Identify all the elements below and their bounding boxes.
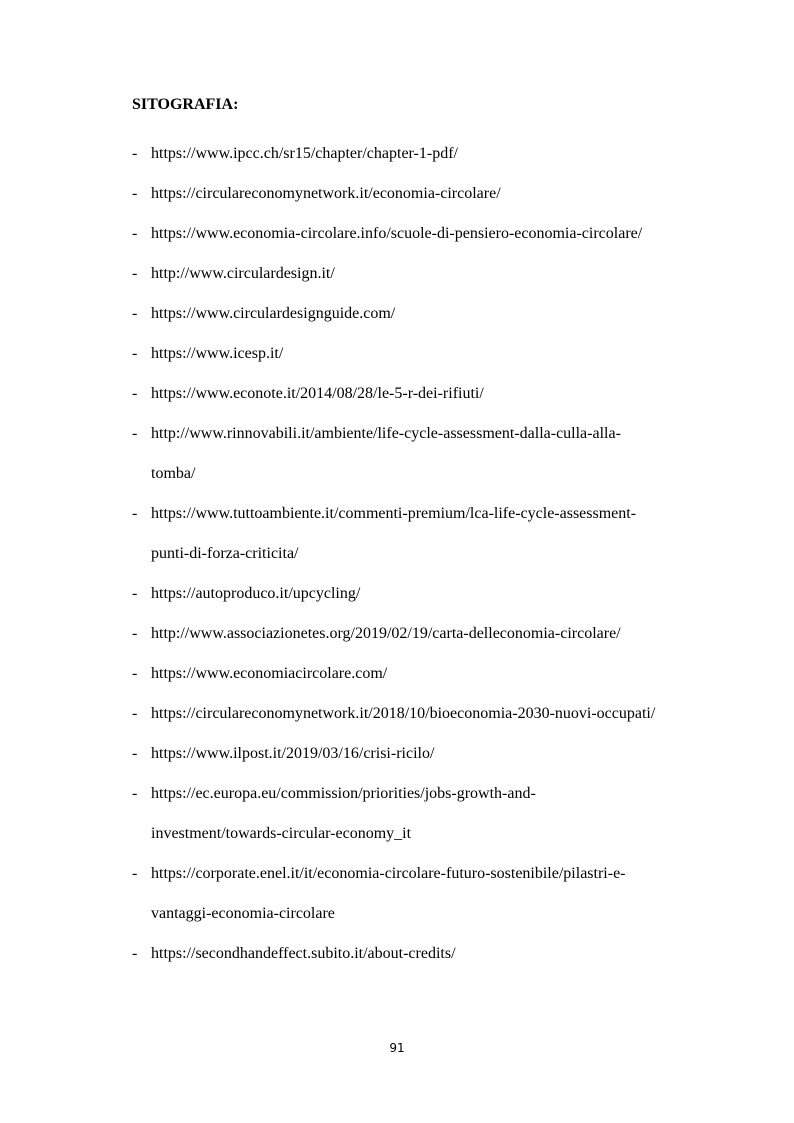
section-title: SITOGRAFIA (132, 96, 234, 113)
url-text[interactable]: https://www.ilpost.it/2019/03/16/crisi-ricilo/ (151, 745, 435, 762)
url-text[interactable]: tomba/ (151, 465, 196, 482)
url-text[interactable]: investment/towards-circular-economy_it (151, 825, 412, 842)
url-text[interactable]: https://autoproduco.it/upcycling/ (151, 585, 361, 602)
bullet-dash: - (132, 625, 138, 642)
section-heading (132, 94, 238, 116)
list-item (132, 614, 712, 654)
bullet-dash: - (132, 705, 138, 722)
bullet-dash: - (132, 305, 138, 322)
url-text[interactable]: https://www.tuttoambiente.it/commenti-premium/lca-life-cycle-assessment- (151, 505, 637, 522)
url-text[interactable]: https://circulareconomynetwork.it/economia-circolare/ (151, 185, 501, 202)
list-item (132, 854, 712, 934)
bullet-dash: - (132, 505, 138, 522)
url-text[interactable]: http://www.circulardesign.it/ (151, 265, 335, 282)
list-item (132, 294, 712, 334)
bullet-dash: - (132, 385, 138, 402)
list-item (132, 174, 712, 214)
url-text[interactable]: https://www.circulardesignguide.com/ (151, 305, 396, 322)
url-text[interactable]: https://www.icesp.it/ (151, 345, 284, 362)
url-text[interactable]: https://ec.europa.eu/commission/priorities/jobs-growth-and- (151, 785, 536, 802)
bullet-dash: - (132, 185, 138, 202)
bullet-dash: - (132, 265, 138, 282)
bullet-dash: - (132, 785, 138, 802)
url-text[interactable]: vantaggi-economia-circolare (151, 905, 335, 922)
list-item (132, 494, 712, 574)
url-text[interactable]: https://secondhandeffect.subito.it/about-credits/ (151, 945, 456, 962)
bullet-dash: - (132, 865, 138, 882)
list-item (132, 654, 712, 694)
list-item (132, 214, 712, 254)
url-text[interactable]: https://www.ipcc.ch/sr15/chapter/chapter-1-pdf/ (151, 145, 458, 162)
url-text[interactable]: https://www.economia-circolare.info/scuole-di-pensiero-economia-circolare/ (151, 225, 643, 242)
list-item (132, 574, 712, 614)
list-item (132, 694, 712, 734)
list-item (132, 334, 712, 374)
url-text[interactable]: https://www.econote.it/2014/08/28/le-5-r-dei-rifiuti/ (151, 385, 484, 402)
bullet-dash: - (132, 225, 138, 242)
bullet-dash: - (132, 745, 138, 762)
bullet-dash: - (132, 345, 138, 362)
page-number: 91 (389, 1041, 405, 1055)
list-item (132, 734, 712, 774)
url-text[interactable]: http://www.rinnovabili.it/ambiente/life-cycle-assessment-dalla-culla-alla- (151, 425, 621, 442)
bullet-dash: - (132, 145, 138, 162)
url-text[interactable]: https://corporate.enel.it/it/economia-circolare-futuro-sostenibile/pilastri-e- (151, 865, 626, 882)
bullet-dash: - (132, 945, 138, 962)
list-item (132, 134, 712, 174)
list-item (132, 414, 712, 494)
list-item (132, 934, 712, 974)
list-item (132, 774, 712, 854)
bullet-dash: - (132, 585, 138, 602)
bullet-dash: - (132, 425, 138, 442)
url-text[interactable]: punti-di-forza-criticita/ (151, 545, 299, 562)
list-item (132, 374, 712, 414)
list-item (132, 254, 712, 294)
url-text[interactable]: http://www.associazionetes.org/2019/02/19/carta-delleconomia-circolare/ (151, 625, 621, 642)
section-title-colon: : (233, 96, 239, 113)
bullet-dash: - (132, 665, 138, 682)
url-text[interactable]: https://circulareconomynetwork.it/2018/10/bioeconomia-2030-nuovi-occupati/ (151, 705, 656, 722)
link-list (132, 134, 712, 974)
url-text[interactable]: https://www.economiacircolare.com/ (151, 665, 388, 682)
